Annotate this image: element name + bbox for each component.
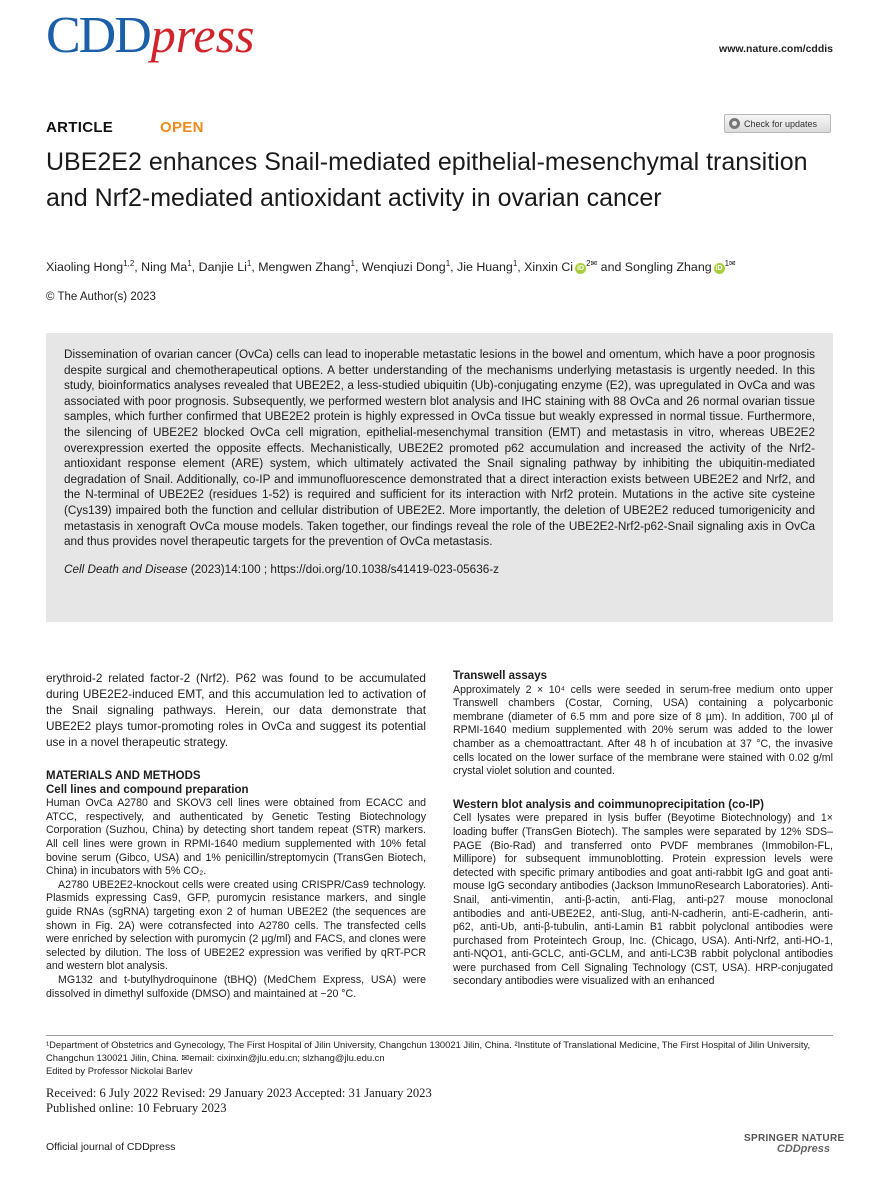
author-affiliation-mark: 1 — [187, 259, 192, 268]
cell-lines-heading: Cell lines and compound preparation — [46, 783, 249, 796]
cell-lines-paragraph-2: A2780 UBE2E2-knockout cells were created using CRISPR/Cas9 technology. Plasmids expressing Cas9, GFP, puromycin resistance markers, and single guide RNAs (sgRNA) targeting exon 2 of human UBE2E2 (the sequences are shown in Fig. 2A) were cotransfected into A2780 cells. The transfected cells were enriched by selection with puromycin (2 µg/ml) and FACS, and clones were selected by dilution. The loss of UBE2E2 expression was verified by qRT-PCR and western blot analysis. — [46, 878, 426, 973]
author-list — [46, 259, 846, 274]
author-separator: , — [354, 260, 362, 275]
author-name[interactable]: Songling Zhang — [624, 260, 712, 275]
check-updates-button[interactable] — [724, 114, 831, 133]
author-affiliation-mark: 1✉ — [724, 259, 736, 268]
author-affiliation-mark: 1 — [350, 259, 355, 268]
abstract-box — [46, 333, 833, 622]
update-icon — [729, 118, 740, 129]
orcid-icon[interactable]: iD — [577, 265, 585, 273]
author-affiliation-mark: 2✉ — [586, 259, 598, 268]
affiliations-text: ¹Department of Obstetrics and Gynecology, The First Hospital of Jilin University, Changchun 130021 Jilin, China. ²Institute of Translational Medicine, The First Hospital of Jilin University, Changchun 130021 Jilin, China. ✉email: cixinxin@jlu.edu.cn; slzhang@jlu.edu.cn — [46, 1039, 811, 1063]
author-separator: , — [517, 260, 525, 275]
journal-url[interactable]: www.nature.com/cddis — [719, 43, 833, 55]
open-access-tag: OPEN — [160, 119, 204, 136]
author-name[interactable]: Danjie Li — [198, 260, 247, 275]
author-affiliation-mark: 1,2 — [123, 259, 135, 268]
author-separator: , — [134, 260, 142, 275]
author-separator: , — [450, 260, 458, 275]
left-column — [46, 670, 426, 1001]
transwell-paragraph: Approximately 2 × 10⁴ cells were seeded in serum-free medium onto upper Transwell chambers (Costar, Corning, USA) containing a polycarbonic membrane (diameter of 6.5 mm and pore size of 8 µm). In addition, 700 µl of RPMI-1640 medium supplemented with 20% serum was added to the lower chamber as a chemoattractant. After 48 h of incubation at 37 °C, the invasive cells located on the lower surface of the membrane were stained with 0.02 g/ml crystal violet solution and counted. — [453, 683, 833, 778]
cell-lines-paragraph-3: MG132 and t-butylhydroquinone (tBHQ) (MedChem Express, USA) were dissolved in dimethyl sulfoxide (DMSO) and maintained at −20 °C. — [46, 973, 426, 1000]
cell-lines-paragraph-1: Human OvCa A2780 and SKOV3 cell lines were obtained from ECACC and ATCC, respectively, and authenticated by Genetic Testing Biotechnology Corporation (Suzhou, China) by detecting short tandem repeat (STR) markers. All cell lines were grown in RPMI-1640 medium supplemented with 10% fetal bovine serum (Gibco, USA) and 1% penicillin/streptomycin (TransGen Biotech, China) in incubators with 5% CO₂. — [46, 797, 426, 878]
journal-logo — [46, 8, 255, 63]
dates — [46, 1086, 746, 1116]
author-name[interactable]: Ning Ma — [141, 260, 188, 275]
author-separator: and — [597, 260, 625, 275]
affiliations — [46, 1038, 833, 1077]
edited-by: Edited by Professor Nickolai Barlev — [46, 1065, 193, 1076]
citation-doi[interactable]: (2023)14:100 ; https://doi.org/10.1038/s41419-023-05636-z — [187, 562, 500, 576]
author-name[interactable]: Xiaoling Hong — [46, 260, 124, 275]
official-journal: Official journal of CDDpress — [46, 1141, 176, 1153]
logo-main: CDD — [46, 7, 150, 64]
citation-line — [64, 563, 815, 576]
western-blot-paragraph: Cell lysates were prepared in lysis buffer (Beyotime Biotechnology) and 1× loading buffer (TransGen Biotech). The samples were separated by 12% SDS–PAGE (Bio-Rad) and transferred onto PVDF membranes (Immobilon-FL, Millipore) for subsequent immunoblotting. Protein expression levels were detected with specific primary antibodies and goat anti-rabbit IgG and goat anti-mouse IgG secondary antibodies (Jackson ImmunoResearch Laboratories). Anti-Snail, anti-vimentin, anti-β-actin, anti-Flag, anti-p27 mouse monoclonal antibodies and anti-UBE2E2, anti-Slug, anti-N-cadherin, anti-E-cadherin, anti-p62, anti-Ub, anti-β-tubulin, anti-Lamin B1 rabbit polyclonal antibodies were purchased from Proteintech Group, Inc. (Chicago, USA). Anti-Nrf2, anti-HO-1, anti-NQO1, anti-GCLC, anti-GCLM, and anti-LC3B rabbit polyclonal antibodies were purchased from Cell Signaling Technology (CST, USA). HRP-conjugated secondary antibodies were visualized with an enhanced — [453, 812, 833, 988]
author-separator: , — [191, 260, 199, 275]
author-name[interactable]: Xinxin Ci — [524, 260, 574, 275]
publisher-logo — [744, 1133, 845, 1155]
article-title: UBE2E2 enhances Snail-mediated epithelial-mesenchymal transition and Nrf2-mediated antioxidant activity in ovarian cancer — [46, 148, 808, 212]
author-separator: , — [251, 260, 259, 275]
author-name[interactable]: Jie Huang — [457, 260, 513, 275]
author-name[interactable]: Wenqiuzi Dong — [361, 260, 446, 275]
orcid-icon[interactable]: iD — [715, 265, 723, 273]
cddpress-logo: CDDpress — [776, 1143, 830, 1155]
logo-press: press — [150, 7, 255, 63]
copyright: © The Author(s) 2023 — [46, 291, 156, 303]
footnote-divider — [46, 1035, 833, 1036]
published-date: Published online: 10 February 2023 — [46, 1101, 227, 1115]
author-affiliation-mark: 1 — [246, 259, 252, 268]
right-column — [453, 670, 833, 989]
check-updates-label: Check for updates — [744, 118, 818, 129]
author-affiliation-mark: 1 — [512, 259, 518, 268]
author-affiliation-mark: 1 — [445, 259, 451, 268]
abstract-text: Dissemination of ovarian cancer (OvCa) cells can lead to inoperable metastatic lesions in the bowel and omentum, which have a poor prognosis despite surgical and chemotherapeutical options. A better understanding of the mechanisms underlying metastasis is urgently needed. In this study, bioinformatics analyses revealed that UBE2E2, a less-studied ubiquitin (Ub)-conjugating enzyme (E2), was upregulated in OvCa and was associated with poor prognosis. Subsequently, we performed western blot analysis and IHC staining with 88 OvCa and 26 normal ovarian tissue samples, which further confirmed that UBE2E2 protein is highly expressed in OvCa tissue but weakly expressed in normal tissue. Furthermore, the silencing of UBE2E2 blocked OvCa cell migration, epithelial-mesenchymal transition (EMT) and metastasis in vitro, whereas UBE2E2 overexpression exerted the opposite effects. Mechanistically, UBE2E2 promoted p62 accumulation and increased the activity of the Nrf2-antioxidant response element (ARE) system, which ultimately activated the Snail signaling pathway by inhibiting the ubiquitin-mediated degradation of Snail. Additionally, co-IP and immunofluorescence demonstrated that a direct interaction exists between UBE2E2 and Nrf2, and the N-terminal of UBE2E2 (residues 1-52) is required and sufficient for its interaction with Nrf2 protein. Mutations in the active site cysteine (Cys139) impaired both the function and cellular distribution of UBE2E2. More importantly, the deletion of UBE2E2 reduced tumorigenicity and metastasis in xenograft OvCa mouse models. Taken together, our findings reveal the role of the UBE2E2-Nrf2-p62-Snail signaling axis in OvCa and thus provides novel therapeutic targets for the prevention of OvCa metastasis. — [64, 348, 815, 549]
author-name[interactable]: Mengwen Zhang — [258, 260, 351, 275]
intro-paragraph: erythroid-2 related factor-2 (Nrf2). P62 was found to be accumulated during UBE2E2-induced EMT, and this accumulation led to activation of the Snail signaling pathways. Herein, our data demonstrate that UBE2E2 plays tumor-promoting roles in OvCa and suggest its potential use in a novel therapeutic strategy. — [46, 671, 426, 749]
western-blot-heading: Western blot analysis and coimmunoprecipitation (co-IP) — [453, 798, 764, 811]
springer-nature-logo: SPRINGER NATURE — [744, 1133, 845, 1144]
citation-journal: Cell Death and Disease — [64, 562, 188, 576]
transwell-heading: Transwell assays — [453, 670, 547, 682]
methods-heading: MATERIALS AND METHODS — [46, 770, 201, 782]
received-dates: Received: 6 July 2022 Revised: 29 January 2023 Accepted: 31 January 2023 — [46, 1086, 432, 1100]
article-type: ARTICLE — [46, 119, 114, 136]
